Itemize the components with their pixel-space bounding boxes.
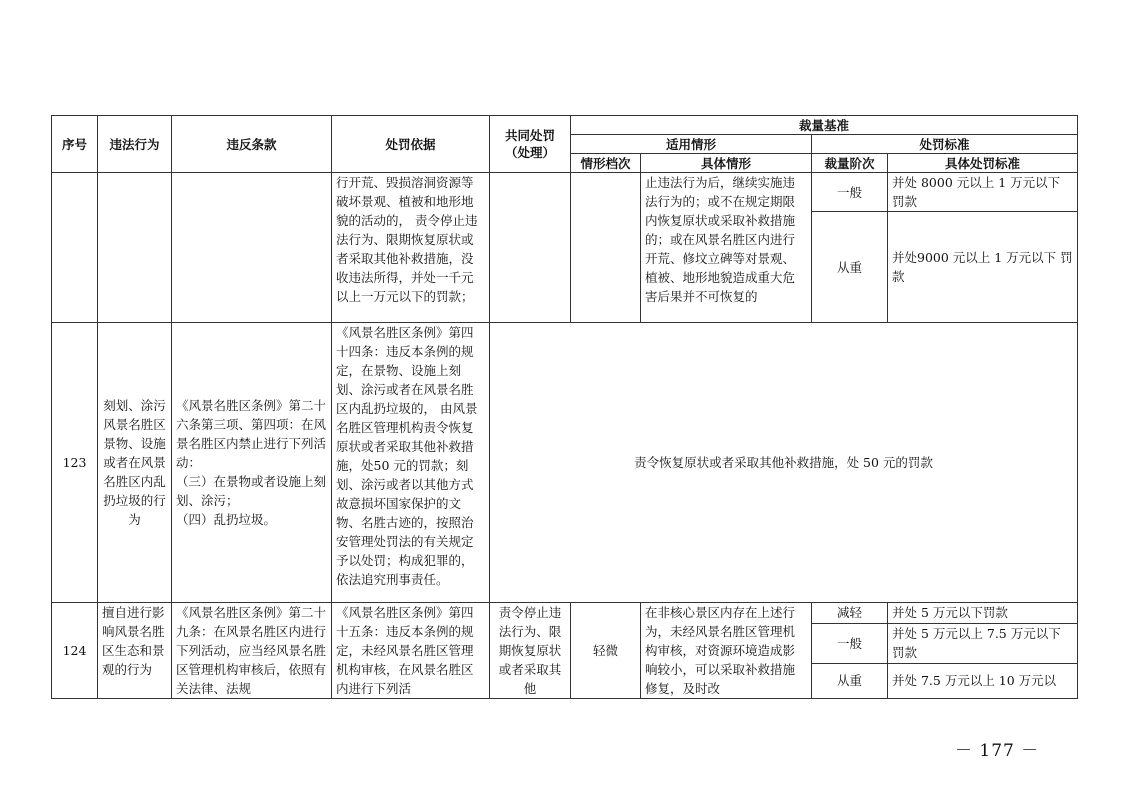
header-benchmark: 裁量基准 [571, 116, 1078, 135]
cell-basis: 行开荒、毁损溶洞资源等破坏景观、植被和地形地貌的活动的， 责令停止违法行为、限期恢复原状或者采取其他补救措施，没收违法所得，并处一千元以上一万元以下的罚款； [332, 173, 490, 323]
cell-penalty-std: 并处9000 元以上 1 万元以下 罚款 [888, 212, 1078, 323]
cell-tier: 一般 [812, 623, 888, 663]
cell-penalty-std: 并处 5 万元以下罚款 [888, 603, 1078, 624]
header-act: 违法行为 [98, 116, 172, 173]
cell-clause: 《风景名胜区条例》第二十九条：在风景名胜区内进行下列活动，应当经风景名胜区管理机构审核后，依照有关法律、法规 [172, 603, 332, 699]
cell-joint [490, 173, 571, 323]
header-joint: 共同处罚 （处理） [490, 116, 571, 173]
cell-penalty-std: 并处 7.5 万元以上 10 万元以 [888, 663, 1078, 698]
penalty-benchmark-table [51, 115, 1078, 699]
table-row [52, 323, 1078, 603]
cell-tier: 从重 [812, 212, 888, 323]
table-row [52, 173, 1078, 212]
header-basis: 处罚依据 [332, 116, 490, 173]
cell-seq: 123 [52, 323, 98, 603]
header-standard: 处罚标准 [812, 135, 1078, 154]
cell-merged-standard: 责令恢复原状或者采取其他补救措施，处 50 元的罚款 [490, 323, 1078, 603]
header-level: 情形档次 [571, 154, 641, 173]
header-seq: 序号 [52, 116, 98, 173]
cell-basis: 《风景名胜区条例》第四十五条：违反本条例的规定，未经风景名胜区管理机构审核，在风景名胜区内进行下列活 [332, 603, 490, 699]
cell-level: 轻微 [571, 603, 641, 699]
cell-seq: 124 [52, 603, 98, 699]
cell-penalty-std: 并处 5 万元以上 7.5 万元以下 罚款 [888, 623, 1078, 663]
cell-situation: 止违法行为后，继续实施违法行为的；或不在规定期限内恢复原状或采取补救措施的；或在风景名胜区内进行开荒、修坟立碑等对景观、植被、地形地貌造成重大危害后果并不可恢复的 [641, 173, 812, 323]
cell-seq [52, 173, 98, 323]
cell-level [571, 173, 641, 323]
header-tier: 裁量阶次 [812, 154, 888, 173]
cell-penalty-std: 并处 8000 元以上 1 万元以下 罚款 [888, 173, 1078, 212]
cell-situation: 在非核心景区内存在上述行为，未经风景名胜区管理机构审核，对资源环境造成影响较小，可以采取补救措施修复，及时改 [641, 603, 812, 699]
cell-act: 擅自进行影响风景名胜区生态和景观的行为 [98, 603, 172, 699]
cell-clause [172, 173, 332, 323]
table-row [52, 603, 1078, 624]
cell-tier: 从重 [812, 663, 888, 698]
header-situation: 具体情形 [641, 154, 812, 173]
header-clause: 违反条款 [172, 116, 332, 173]
cell-tier: 减轻 [812, 603, 888, 624]
page-number: － 177 － [955, 741, 1040, 761]
cell-tier: 一般 [812, 173, 888, 212]
cell-basis: 《风景名胜区条例》第四十四条：违反本条例的规定，在景物、设施上刻划、涂污或者在风景名胜区内乱扔垃圾的， 由风景名胜区管理机构责令恢复原状或者采取其他补救措施，处50 元的罚款；刻划、涂污或者以其他方式故意损坏国家保护的文物、名胜古迹的，按照治安管理处罚法的有关规定予以处罚；构成犯罪的，依法追究刑事责任。 [332, 323, 490, 603]
cell-act: 刻划、涂污风景名胜区景物、设施或者在风景名胜区内乱扔垃圾的行为 [98, 323, 172, 603]
header-penalty-std: 具体处罚标准 [888, 154, 1078, 173]
cell-joint: 责令停止违法行为、限期恢复原状或者采取其他 [490, 603, 571, 699]
cell-clause: 《风景名胜区条例》第二十六条第三项、第四项：在风景名胜区内禁止进行下列活动： （三）在景物或者设施上刻划、涂污； （四）乱扔垃圾。 [172, 323, 332, 603]
header-applicable: 适用情形 [571, 135, 812, 154]
cell-act [98, 173, 172, 323]
